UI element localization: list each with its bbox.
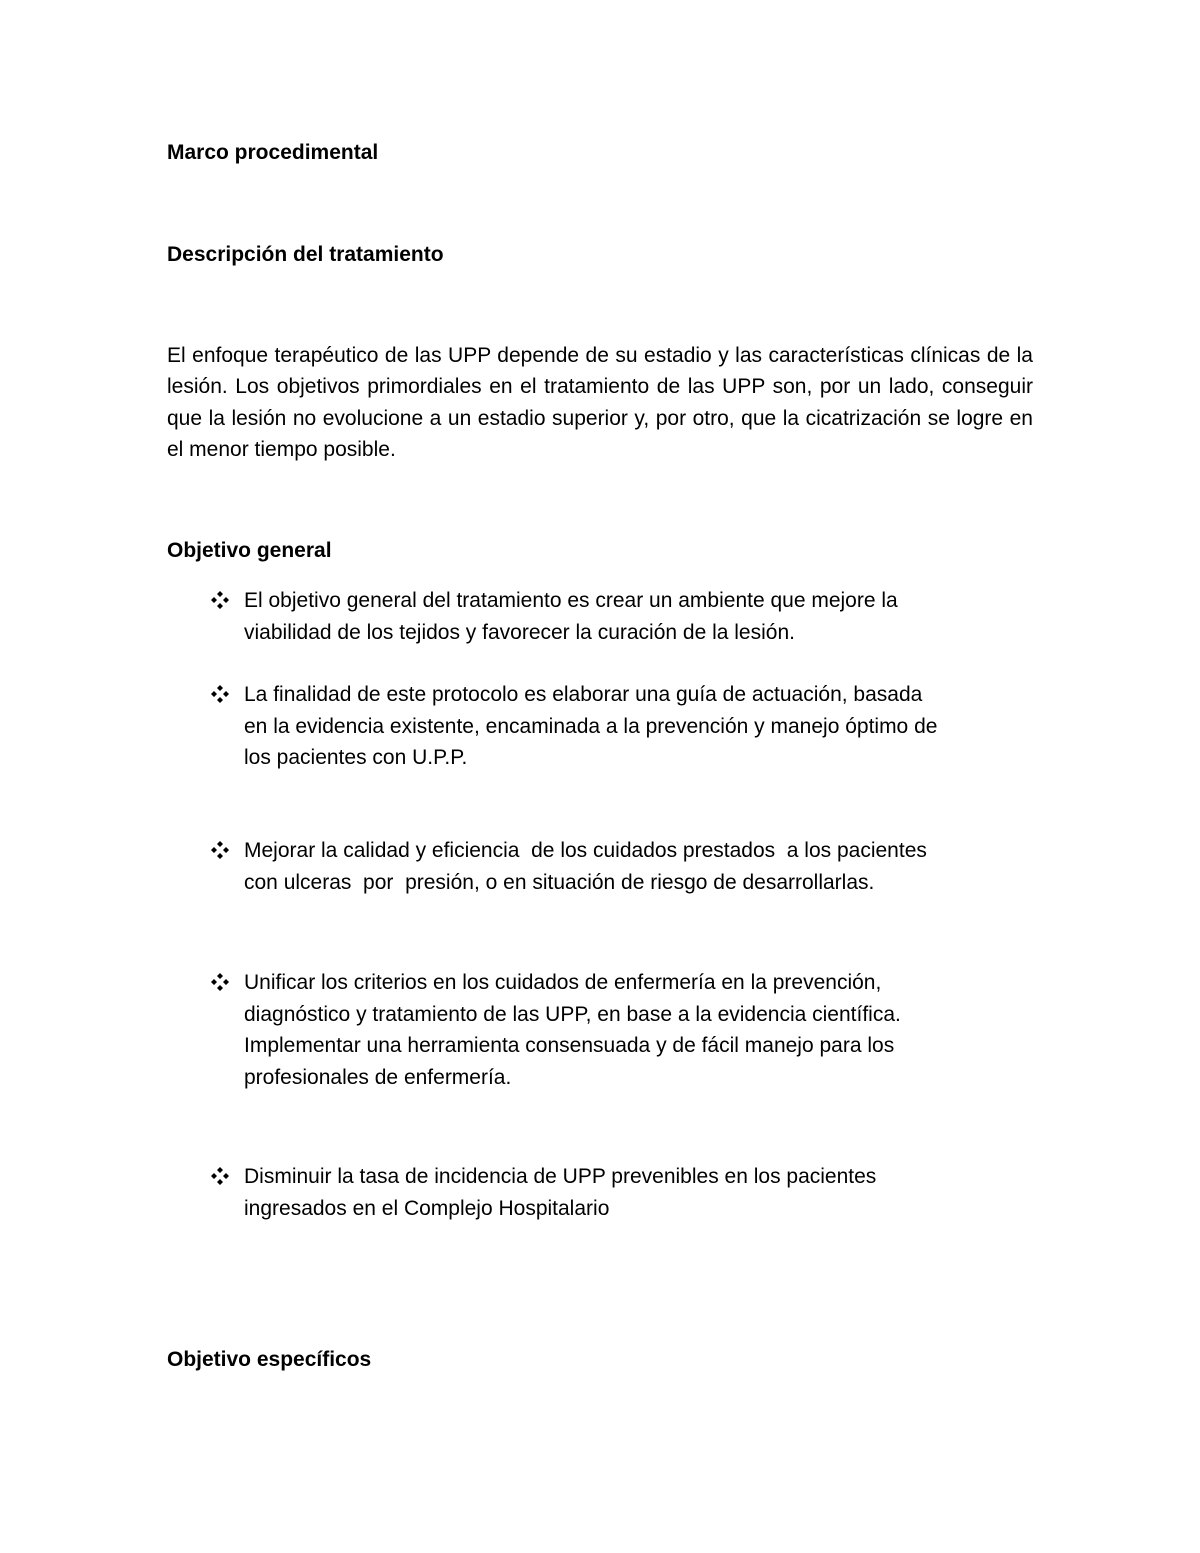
bullet-line: Unificar los criterios en los cuidados de enfermería en la prevención, xyxy=(244,971,882,994)
bullet-line: Implementar una herramienta consensuada y de fácil manejo para los xyxy=(244,1034,895,1057)
bullet-line: diagnóstico y tratamiento de las UPP, en base a la evidencia científica. xyxy=(244,1002,901,1026)
bullet-line: El objetivo general del tratamiento es crear un ambiente que mejore la xyxy=(244,589,898,612)
four-diamond-bullet-icon xyxy=(210,972,230,992)
four-diamond-bullet-icon xyxy=(210,590,230,610)
bullet-text xyxy=(244,967,1034,1093)
bullet-line: La finalidad de este protocolo es elaborar una guía de actuación, basada xyxy=(244,683,923,706)
bullet-text xyxy=(244,585,1034,648)
bullet-line: viabilidad de los tejidos y favorecer la curación de la lesión. xyxy=(244,620,795,644)
bullet-line: profesionales de enfermería. xyxy=(244,1065,512,1089)
four-diamond-bullet-icon xyxy=(210,684,230,704)
bullet-line: ingresados en el Complejo Hospitalario xyxy=(244,1196,610,1220)
bullet-line: los pacientes con U.P.P. xyxy=(244,746,468,769)
bullet-text xyxy=(244,835,1034,898)
bullet-line: Disminuir la tasa de incidencia de UPP prevenibles en los pacientes xyxy=(244,1165,877,1188)
document-title: Marco procedimental xyxy=(167,141,379,164)
bullet-line: con ulceras por presión, o en situación de riesgo de desarrollarlas. xyxy=(244,870,875,894)
general-objective-heading: Objetivo general xyxy=(167,539,332,562)
treatment-heading: Descripción del tratamiento xyxy=(167,243,444,266)
bullet-line: Mejorar la calidad y eficiencia de los cuidados prestados a los pacientes xyxy=(244,839,927,862)
specific-objectives-heading: Objetivo específicos xyxy=(167,1348,372,1371)
treatment-paragraph: El enfoque terapéutico de las UPP depende de su estadio y las características clínicas de la lesión. Los objetivos primordiales en el tratamiento de las UPP son, por un lado, conseguir que la lesión no evolucione a un estadio superior y, por otro, que la cicatrización se logre en el menor tiempo posible. xyxy=(167,344,1033,461)
bullet-text xyxy=(244,679,1034,774)
four-diamond-bullet-icon xyxy=(210,1166,230,1186)
four-diamond-bullet-icon xyxy=(210,840,230,860)
bullet-line: en la evidencia existente, encaminada a la prevención y manejo óptimo de xyxy=(244,714,938,738)
bullet-text xyxy=(244,1161,1034,1224)
